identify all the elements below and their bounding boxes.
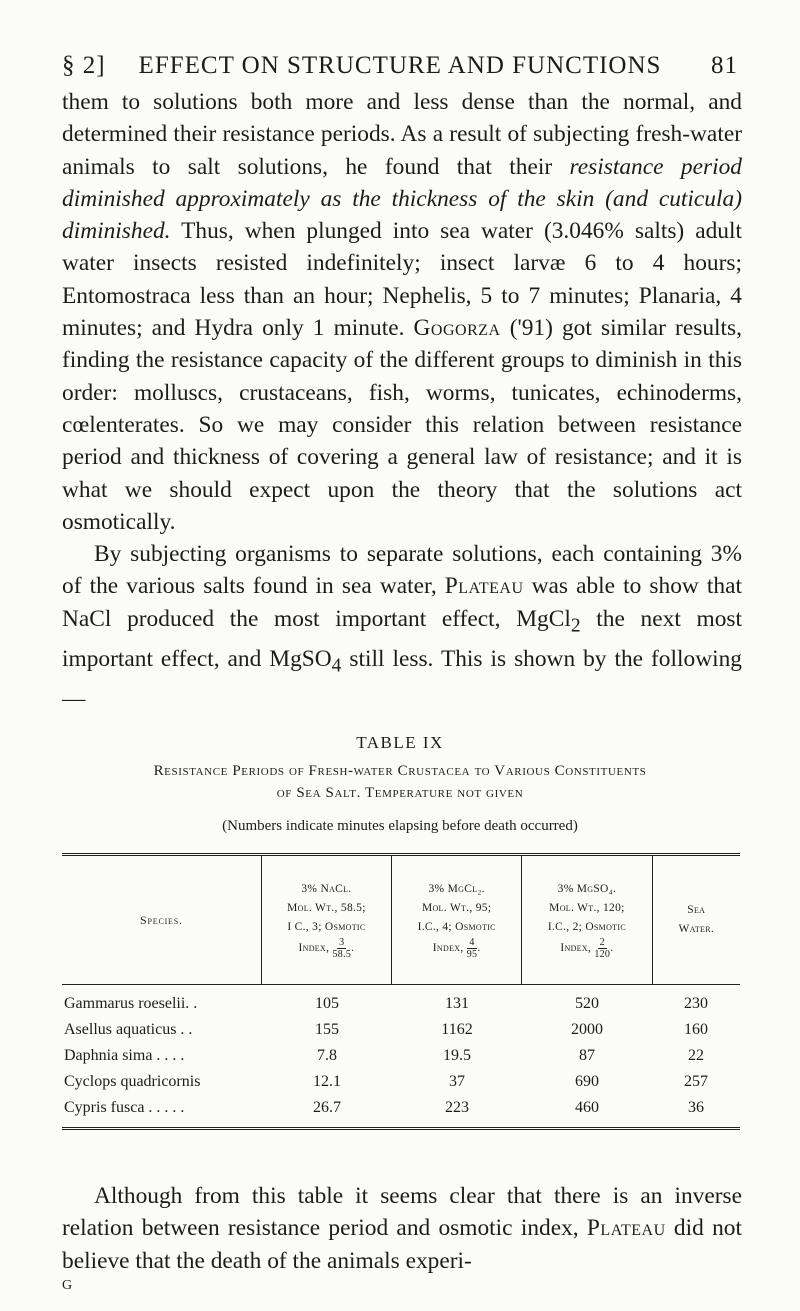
table-row (62, 991, 740, 1017)
cell-mgcl: 131 (445, 995, 469, 1012)
nacl-l3: I C., 3; Osmotic (287, 921, 366, 933)
cell-nacl: 26.7 (313, 1099, 341, 1116)
mgso-fraction (594, 937, 610, 960)
cell-nacl: 7.8 (317, 1047, 337, 1064)
author-plateau-2: Plateau (586, 1215, 666, 1242)
nacl-index-label: Index, (298, 942, 330, 955)
header-nacl (261, 856, 391, 984)
cell-mgso: 690 (575, 1073, 599, 1090)
p3-text-b: did not believe that the death of the animals experi- (62, 1215, 742, 1274)
author-gogorza: Gogorza (413, 315, 501, 342)
cell-mgcl: 19.5 (443, 1047, 471, 1064)
body-paragraphs (62, 86, 742, 715)
cell-mgso: 460 (575, 1099, 599, 1116)
paragraph-2 (62, 538, 742, 715)
cell-sea: 230 (684, 995, 708, 1012)
page-header (62, 52, 738, 88)
p2-text-d: still less. This is shown by the following — (62, 645, 742, 712)
nacl-l1: 3% NaCl. (301, 883, 352, 895)
table-caption (40, 760, 760, 804)
cell-species: Asellus aquaticus . . (64, 1021, 193, 1038)
data-table (62, 853, 740, 1130)
running-title: EFFECT ON STRUCTURE AND FUNCTIONS (138, 52, 662, 79)
table-title: TABLE IX (356, 733, 444, 752)
cell-sea: 22 (688, 1047, 704, 1064)
cell-sea: 36 (688, 1099, 704, 1116)
mgcl-l2: Mol. Wt., 95; (421, 902, 492, 914)
mgcl-l4: Index, $\frac{4}{95}$ . (432, 937, 481, 960)
p3-text-a: Although from this table it seems clear that there is an inverse relation between resistance period and osmotic index, (62, 1183, 742, 1242)
page-number: 81 (711, 52, 738, 79)
cell-mgcl: 223 (445, 1099, 469, 1116)
cell-mgcl: 37 (449, 1073, 465, 1090)
cell-mgso: 87 (579, 1047, 595, 1064)
section-number: § 2] (62, 52, 106, 79)
sea-l2: Water. (678, 923, 715, 935)
mgcl-index-label: Index, (432, 942, 464, 955)
cell-species: Cypris fusca . . . . . (64, 1099, 185, 1116)
mgcl-den: 95 (466, 949, 478, 960)
cell-mgso: 520 (575, 995, 599, 1012)
author-plateau: Plateau (444, 573, 524, 600)
nacl-fraction (332, 937, 351, 960)
p1-italic: resistance period diminished approximately as the thickness of the skin (and cuticula) diminished. (62, 153, 742, 245)
cell-species: Cyclops quadricornis (64, 1073, 201, 1090)
table-row (62, 1095, 740, 1121)
table-row (62, 1017, 740, 1043)
mgso-l1: 3% MgSO₄. (557, 883, 617, 895)
p2-sub-2: 4 (331, 655, 342, 677)
mgcl-fraction (467, 937, 478, 960)
mgcl-l3: I.C., 4; Osmotic (417, 921, 496, 933)
table-note: (Numbers indicate minutes elapsing before death occurred) (222, 818, 578, 834)
cell-nacl: 12.1 (313, 1073, 341, 1090)
mgso-index-label: Index, (560, 942, 592, 955)
mgso-num: 2 (599, 937, 605, 948)
table-header (62, 856, 740, 985)
nacl-den: 58.5 (332, 949, 352, 960)
p1-text-c: ('91) got similar results, finding the resistance capacity of the different groups to diminish in this order: molluscs, crustaceans, fish, worms, tunicates, echinoderms, cœlenterates. So we may consider this relation between resistance period and thickness of covering a general law of resistance; and it is what we should expect upon the theory that the solutions act osmotically. (62, 315, 742, 535)
header-mgcl (391, 856, 521, 984)
cell-species: Gammarus roeselii. . (64, 995, 198, 1012)
nacl-num: 3 (339, 937, 345, 948)
header-sea-water (652, 856, 740, 984)
p2-sub-1: 2 (570, 615, 581, 637)
paragraph-3 (62, 1180, 742, 1277)
header-mgso (521, 856, 651, 984)
header-species: Species. (140, 912, 183, 927)
cell-nacl: 155 (315, 1021, 339, 1038)
p2-text-b: was able to show that NaCl produced the most important effect, MgCl (62, 573, 742, 632)
p2-text-a: By subjecting organisms to separate solutions, each containing 3% of the various salts found in sea water, (62, 541, 742, 600)
table-row (62, 1069, 740, 1095)
nacl-l4: Index, $\frac{3}{58.5}$ . (298, 937, 355, 960)
mgso-l2: Mol. Wt., 120; (549, 902, 625, 914)
mgso-den: 120 (594, 949, 611, 960)
signature-mark: G (62, 1278, 73, 1293)
table-body (62, 985, 740, 1127)
mgso-l4: Index, $\frac{2}{120}$ . (560, 937, 614, 960)
paragraph-1 (62, 86, 742, 538)
p2-text-c: the next most important effect, and MgSO (62, 605, 742, 672)
table-row (62, 1043, 740, 1069)
p1-text-a: them to solutions both more and less dense than the normal, and determined their resistance periods. As a result of subjecting fresh-water animals to salt solutions, he found that their (62, 89, 742, 180)
cell-nacl: 105 (315, 995, 339, 1012)
cell-sea: 257 (684, 1073, 708, 1090)
cell-mgso: 2000 (571, 1021, 603, 1038)
cell-sea: 160 (684, 1021, 708, 1038)
mgso-l3: I.C., 2; Osmotic (547, 921, 626, 933)
caption-line-1: Resistance Periods of Fresh-water Crustacea to Various Constituents (153, 763, 647, 779)
nacl-l2: Mol. Wt., 58.5; (287, 902, 366, 914)
caption-line-2: of Sea Salt. Temperature not given (276, 785, 524, 801)
sea-l1: Sea (687, 904, 706, 916)
mgcl-l1: 3% MgCl₂. (428, 883, 485, 895)
cell-mgcl: 1162 (441, 1021, 473, 1038)
cell-species: Daphnia sima . . . . (64, 1047, 185, 1064)
p1-text-b: Thus, when plunged into sea water (3.046% salts) adult water insects resisted indefinitely; insect larvæ 6 to 4 hours; Entomostraca less than an hour; Nephelis, 5 to 7 minutes; Planaria, 4 minutes; and Hydra only 1 minute. (62, 218, 742, 342)
mgcl-num: 4 (469, 937, 475, 948)
